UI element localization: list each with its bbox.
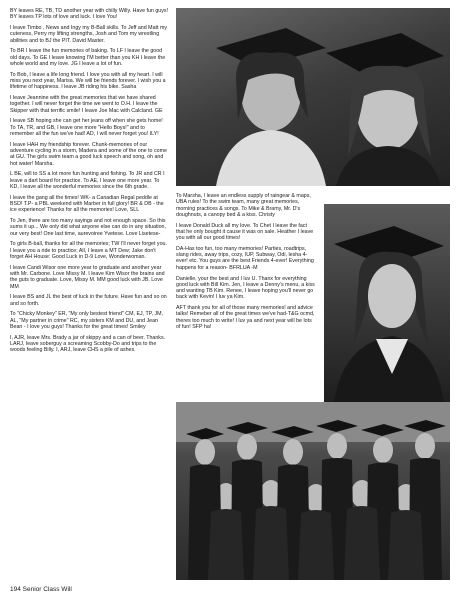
photo-two-graduates <box>176 8 450 186</box>
will-entry: To Jen, there are too many sayings and not enough space. So this sums it up... We only did what anyone else can do in any situation, our very best! One last time, aurevoiree Yvetese. Love Lisetese- <box>10 218 166 237</box>
will-entry: To "Chicky Monkey" ER, "My only bestest friend" CM, EJ, TP, JM, AL, "My partner in crime" RC, my sisters KM and DU, and Jean Bean - I love you guys! Thanks for the great times! Smiley <box>10 311 164 330</box>
will-entry: L BE, will to SS a lot more fun hunting and fishing. To JR and CR I leave a dart board for practice. To AE, I leave one more year. To KD, I leave all the wonderful memories since the 6th grade. <box>10 171 165 190</box>
middle-text-column <box>176 193 316 335</box>
will-entry: To Bob, I leave a life long friend. I love you with all my heart. I will miss you next year, Marisa. We will be friends forever. I wish you a lifetime of happiness. I leave JB riding his bike. Sasha <box>10 71 166 91</box>
left-text-column <box>10 8 168 358</box>
will-entry: AFT thank you for all of those many memories! and advice talks! Remeber all of the great times we've had-T&G ocmd, theres too much to write! I luv ya and next year will be lots of fun! SFP ha! <box>176 305 315 330</box>
will-entry: I leave SB hoping she can get her jeans off when she gets home! To TA, TR, and GB, I leave one more "Hello Boys!" and to remember all the fun we've had! AD, I will never forget you! ILY! <box>10 118 163 137</box>
will-entry: I leave Candi Wisor one more year to graduate and another year with Mr. Carbone. Love Missy M. I leave Kim Wisor the brains and the guts to graduate. Love, Missy M. MM good luck with JB. Love MM <box>10 264 165 290</box>
will-entry: I leave Timbo , News and Ingy my B-Ball skills. To Jeff and Matt my cuteness, Perry my lifting strengths, Josh and Tom my wrestling abilities and to BJ the PIT. David Master. <box>10 25 168 44</box>
will-entry: I leave Donald Duck all my love. To Chet I leave the fact that he only bought it cause it was on sale. Heather I leave you with all our good times! <box>176 222 314 242</box>
will-entry: To girls B-ball, thanks for all the memories; TW I'll never forget you. I leave you a ride to practice; All, I leave a MT Dew; Jake don't forget AH House: Good Luck in D-9 Love, Wonderwoman. <box>10 241 167 260</box>
will-entry: I leave the gang all the times! WK- a Canadian Regal peddle at BSD! T.P- a PBL weekend with Marber in full glory! BR & DB - the ice experience! Thanks for all the memories! Love, SLL <box>10 194 164 214</box>
will-entry: To BR I leave the fun memories of baking. To LF I leave the good old days. To GE I leave knowing I'M better than you KH I leave the whole world and my love. JG I leave a lot of fun. <box>10 48 166 67</box>
photo-graduate-portrait <box>324 204 450 404</box>
will-entry: I leave HAH my friendship forever. Chunk-memories of our adventure cycling in a storm, Madera and some of the one to come at GU. The girls swim team a good luck speech and song, oh and hot water! Marsha. <box>10 141 167 167</box>
will-entry: To Marsha, I leave an endless supply of raingear & maps, UBA rules! To the swim team, many great memories, morning practices & songs. To Mike & Bramy, Mr. D's doughnuts, a canopy bed & a kiss. Christy <box>176 193 311 218</box>
will-entry: I, AJR, leave Mrs. Brady a jar of skippy and a can of beer. Thanks. LARJ, leave soberguy a screaming Scobby-Do and trips to the woods feeling Billy. I, ARJ, leave CHS a pile of ashes. <box>10 334 166 354</box>
will-entry: I leave BS and JL the best of luck in the future. Have fun and so on and so forth. <box>10 294 167 307</box>
will-entry: I leave Jeannine with the great memories that we have shared together. I will never forget the time we went to O.H. I leave the Skipper with that terrific smile! I leave Joe Mac with Calcland. GE <box>10 95 163 114</box>
photo-graduating-class-group <box>176 402 450 580</box>
will-entry: Danielle, your the best and I luv U. Thanx for everything good luck with Bill Kim. Jen, I leave a Denny's menu, a kiss and wanting TB Kim. Renee, I leave hoping you'll never go back with Kevin! I luv ya Kim. <box>176 275 315 301</box>
will-entry: DA-Has too fun, too many memories! Parties, roadtrips, slang rides, away trips, cozy, IUP, Subway, Odi, lesha 4-ever! etc. You guys are the best Friends 4-ever! Everything happens for a reason- BFRLUA -M <box>176 245 314 271</box>
will-entry: BY leaves RE, TB, TD another year with chilly Willy. Have fun guys! BY leaves TP lots of love and luck. I love You! <box>10 8 168 21</box>
page-footer: 194 Senior Class Will <box>10 586 72 593</box>
